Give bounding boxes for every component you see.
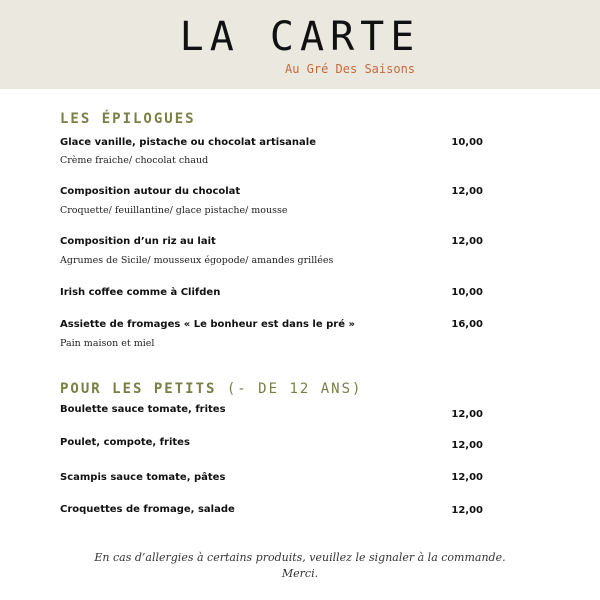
- menu-item-name: Irish coffee comme à Clifden: [60, 287, 221, 298]
- menu-item-price: 12,00: [451, 186, 483, 197]
- menu-item-name: Glace vanille, pistache ou chocolat artisanale: [60, 137, 316, 148]
- menu-item-name: Composition autour du chocolat: [60, 186, 241, 197]
- menu-item-name: Composition d’un riz au lait: [60, 236, 216, 247]
- menu-item-price: 12,00: [451, 472, 483, 483]
- menu-item-price: 10,00: [451, 137, 483, 148]
- menu-item-price: 12,00: [451, 409, 483, 420]
- menu-item-description: Croquette/ feuillantine/ glace pistache/ mousse: [60, 205, 288, 216]
- menu-item-price: 16,00: [451, 319, 483, 330]
- menu-item-name: Assiette de fromages « Le bonheur est dans le pré »: [60, 319, 355, 330]
- page-title: LA CARTE: [179, 14, 421, 60]
- section-heading-petits: [60, 381, 362, 397]
- allergy-note-line1: En cas d’allergies à certains produits, veuillez le signaler à la commande.: [94, 551, 506, 564]
- menu-item-price: 12,00: [451, 236, 483, 247]
- menu-item-description: Agrumes de Sicile/ mousseux égopode/ amandes grillées: [60, 255, 334, 266]
- menu-item-description: Pain maison et miel: [60, 338, 155, 349]
- menu-item-description: Crème fraiche/ chocolat chaud: [60, 155, 209, 166]
- menu-item-name: Croquettes de fromage, salade: [60, 504, 235, 515]
- menu-item-name: Poulet, compote, frites: [60, 437, 190, 448]
- header-band: [0, 0, 600, 89]
- section-heading-petits-note: (- DE 12 ANS): [226, 381, 363, 397]
- menu-item-name: Scampis sauce tomate, pâtes: [60, 472, 226, 483]
- menu-item-price: 12,00: [451, 505, 483, 516]
- allergy-note-line2: Merci.: [281, 567, 319, 580]
- section-heading-epilogues: LES ÉPILOGUES: [60, 111, 196, 127]
- menu-item-price: 10,00: [451, 287, 483, 298]
- section-heading-petits-title: POUR LES PETITS: [60, 381, 217, 397]
- menu-item-name: Boulette sauce tomate, frites: [60, 404, 226, 415]
- allergy-note: [60, 550, 540, 582]
- page-subtitle: Au Gré Des Saisons: [284, 62, 416, 76]
- menu-item-price: 12,00: [451, 440, 483, 451]
